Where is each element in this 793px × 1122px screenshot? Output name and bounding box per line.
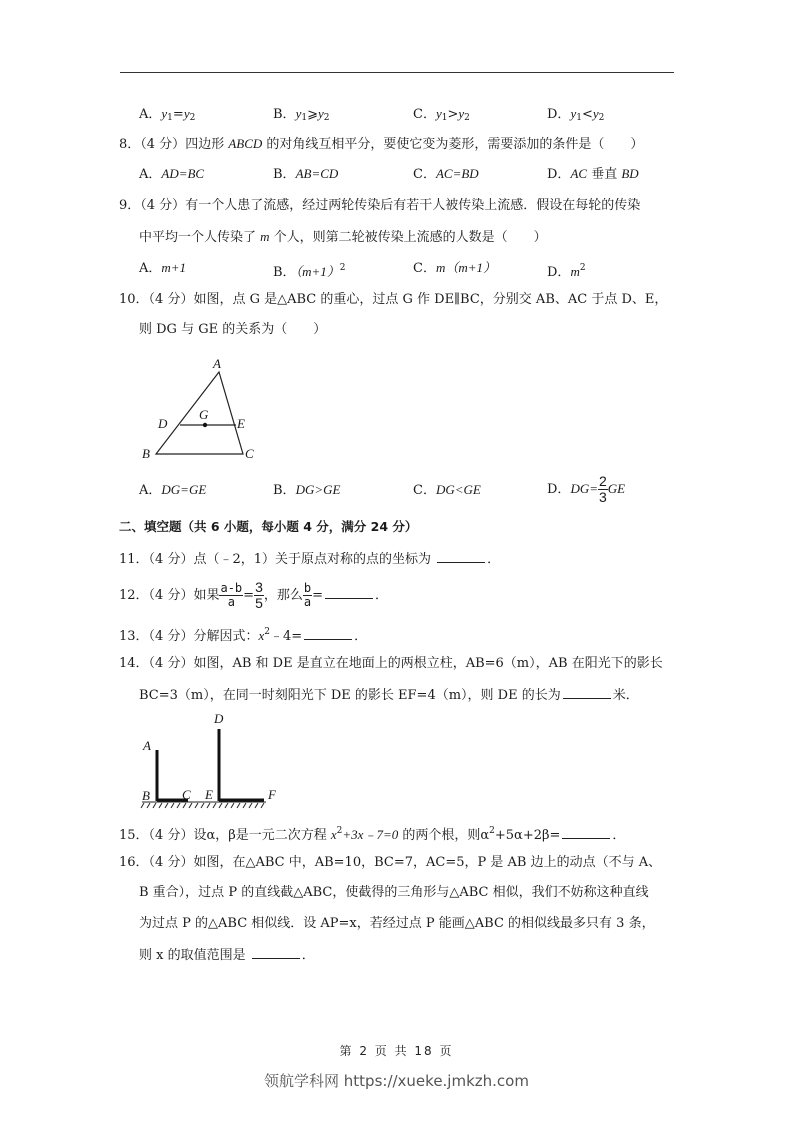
header-rule [120,72,674,73]
q13-stem: 13．（4 分）分解因式：$x^2﹣4=$ ． [119,627,368,644]
label-d: D [214,711,224,726]
label-f: F [268,787,276,802]
q15-stem: 15．（4 分）设α，β是一元二次方程 $x^2+3x﹣7=0$ 的两个根，则$\alpha^2+5\alpha+2\beta=$ ． [119,826,626,843]
label-e: E [237,416,245,431]
answer-blank[interactable] [563,687,611,699]
section-heading-fill-in: 二、填空题（共 6 小题，每小题 4 分，满分 24 分） [119,519,418,534]
label-e: E [205,787,213,802]
answer-blank[interactable] [562,827,610,839]
fraction-three-fifths: $\frac{3}{5}$ [255,579,263,611]
answer-blank[interactable] [437,551,485,563]
q14-pillars-figure [138,708,288,810]
q16-stem-line1: 16．（4 分）如图，在△ABC 中，AB=10，BC=7，AC=5，P 是 AB 边上的动点（不与 A、 [119,855,662,870]
label-a: A [213,356,221,371]
q8-stem: 8．（4 分）四边形 ABCD 的对角线互相平分，要使它变为菱形，需要添加的条件是（ ） [119,136,644,152]
q9-option-a: A．m+1 [139,260,187,276]
q9-option-d: D．$m^2$ [547,263,586,280]
page-number: 第 2 页 共 18 页 [339,1044,454,1058]
label-c: C [182,787,191,802]
q7-option-a: A．$y_1=y_2$ [139,106,196,123]
site-watermark: 领航学科网 https://xueke.jmkzh.com [264,1072,529,1090]
label-a: A [143,738,151,753]
answer-blank[interactable] [325,587,373,599]
q9-option-b: B．$(m+1)^2$ [273,263,346,280]
q7-option-d: D．$y_1<y_2$ [547,106,605,123]
q8-option-d: D．AC 垂直 BD [547,166,639,182]
label-b: B [142,446,150,461]
fraction-b-over-a: $\frac{b}{a}$ [303,581,312,609]
label-b: B [142,788,150,803]
q9-option-c: C．m（m+1） [413,260,497,276]
q9-stem-line2: 中平均一个人传染了 m 个人，则第二轮被传染上流感的人数是（ ） [139,229,547,245]
fraction-two-thirds: $\frac{2}{3}$ [599,473,607,505]
answer-blank[interactable] [252,947,300,959]
q14-stem-line2: BC=3（m），在同一时刻阳光下 DE 的影长 EF=4（m），则 DE 的长为 米． [139,688,639,703]
point-g [203,423,207,427]
q12-stem: 12．（4 分）如果 $\frac{a-b}{a}$ = $\frac{3}{5}$ ，那么 $\frac{b}{a}$ = ． [119,579,389,611]
q10-option-b: B．DG>GE [273,482,341,498]
label-g: G [199,407,209,422]
q16-stem-line2: B 重合），过点 P 的直线截△ABC，使截得的三角形与△ABC 相似，我们不妨称这种直线 [139,885,649,900]
q11-stem: 11．（4 分）点（﹣2，1）关于原点对称的点的坐标为 ． [119,552,501,567]
q10-triangle-figure [135,352,265,464]
q14-stem-line1: 14．（4 分）如图，AB 和 DE 是直立在地面上的两根立柱，AB=6（m），AB 在阳光下的影长 [119,656,663,671]
label-c: C [245,446,254,461]
q7-option-c: C．$y_1>y_2$ [413,106,470,123]
q16-stem-line3: 为过点 P 的△ABC 相似线．设 AP=x，若经过点 P 能画△ABC 的相似线最多只有 3 条， [139,916,655,931]
q16-stem-line4: 则 x 的取值范围是 ． [139,948,315,963]
q10-stem-line1: 10．（4 分）如图，点 G 是△ABC 的重心，过点 G 作 DE∥BC，分别交 AB、AC 于点 D、E， [119,292,668,307]
ground-hatching [141,803,264,808]
q10-stem-line2: 则 DG 与 GE 的关系为（ ） [139,322,327,337]
label-d: D [158,416,168,431]
q10-option-c: C．DG<GE [413,482,481,498]
q8-option-c: C．AC=BD [413,166,479,182]
fraction-a-minus-b-over-a: $\frac{a-b}{a}$ [220,581,243,609]
answer-blank[interactable] [304,628,352,640]
q10-option-a: A．DG=GE [139,482,207,498]
q8-option-a: A．AD=BC [139,166,205,182]
q9-stem-line1: 9．（4 分）有一个人患了流感，经过两轮传染后有若干人被传染上流感．假设在每轮的传染 [119,198,641,213]
q8-option-b: B．AB=CD [273,166,339,182]
q7-option-b: B．$y_1⩾y_2$ [273,106,330,123]
q10-option-d: D．DG= $\frac{2}{3}$ GE [547,473,626,505]
